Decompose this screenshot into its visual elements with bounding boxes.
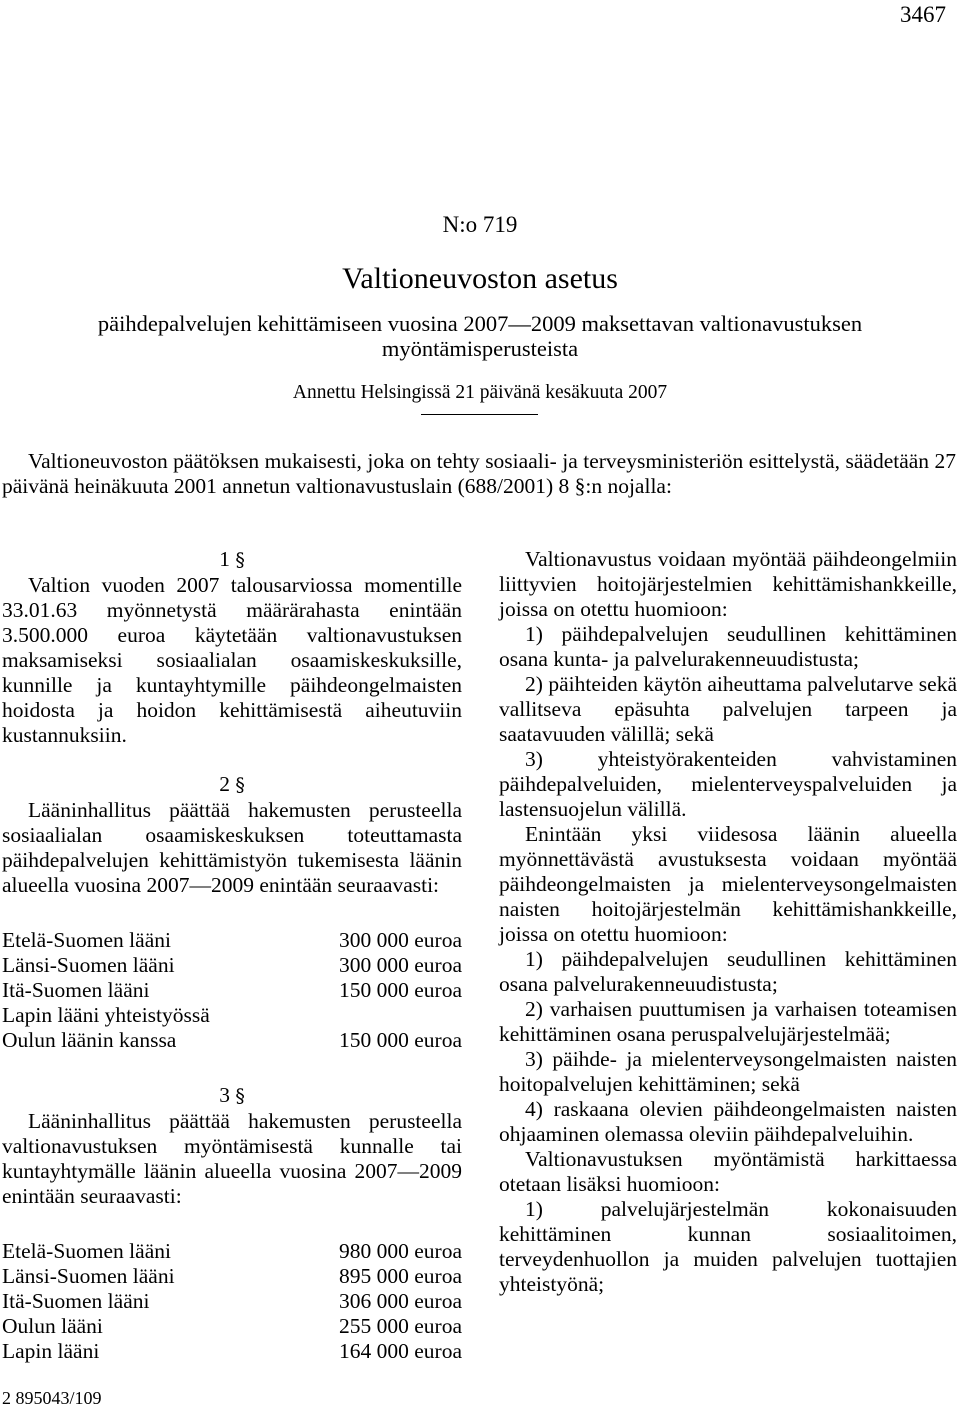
region-name: Länsi-Suomen lääni: [2, 953, 175, 977]
region-name: Itä-Suomen lääni: [2, 978, 150, 1002]
section-3-heading: [2, 1083, 462, 1109]
list-item: 4) raskaana olevien päihdeongelmaisten naisten ohjaaminen olemassa oleviin päihdepalveluihin.: [499, 1097, 957, 1146]
amount: 164 000 euroa: [339, 1339, 462, 1363]
allocation-row: [2, 1339, 462, 1364]
page-title: Valtioneuvoston asetus: [342, 262, 618, 295]
amount: 150 000 euroa: [339, 1028, 462, 1052]
section-number: 3: [219, 1083, 230, 1107]
allocation-row: [2, 978, 462, 1003]
region-name: Etelä-Suomen lääni: [2, 1239, 171, 1263]
section-number: 2: [219, 772, 230, 796]
list-item: 1) päihdepalvelujen seudullinen kehittäminen osana palvelurakenneuudistusta;: [499, 947, 957, 996]
amount: 306 000 euroa: [339, 1289, 462, 1313]
allocation-row: [2, 1314, 462, 1339]
document-number: N:o 719: [442, 212, 518, 237]
list-item: 1) palvelujärjestelmän kokonaisuuden kehittäminen kunnan sosiaalitoimen, terveydenhuollon ja muiden palvelujen tuottajien yhteistyönä;: [499, 1197, 957, 1296]
amount: 300 000 euroa: [339, 953, 462, 977]
amount: 895 000 euroa: [339, 1264, 462, 1288]
list-item: 1) päihdepalvelujen seudullinen kehittäminen osana kunta- ja palvelurakenneuudistusta;: [499, 622, 957, 671]
right-column: [499, 547, 957, 1297]
issued-date-line: Annettu Helsingissä 21 päivänä kesäkuuta 2007: [292, 382, 668, 403]
region-name: Oulun läänin kanssa: [2, 1028, 177, 1052]
amount: 255 000 euroa: [339, 1314, 462, 1338]
allocation-row: [2, 1289, 462, 1314]
allocation-row: [2, 953, 462, 978]
heading-divider: [421, 414, 538, 415]
region-name: Etelä-Suomen lääni: [2, 928, 171, 952]
region-name: Lapin lääni yhteistyössä: [2, 1003, 210, 1027]
region-name: Oulun lääni: [2, 1314, 103, 1338]
allocation-row: [2, 1239, 462, 1264]
page-number: 3467: [900, 2, 946, 27]
list-item: 3) päihde- ja mielenterveysongelmaisten naisten hoitopalvelujen kehittäminen; sekä: [499, 1047, 957, 1096]
print-code: 2 895043/109: [2, 1388, 102, 1408]
region-name: Itä-Suomen lääni: [2, 1289, 150, 1313]
amount: 150 000 euroa: [339, 978, 462, 1002]
paragraph: Enintään yksi viidesosa läänin alueella myönnettävästä avustuksesta voidaan myöntää päihdeongelmaisten ja mielenterveysongelmaisten naisten hoitojärjestelmän kehittämishankkeille, joissa on otettu huomioon:: [499, 822, 957, 946]
amount: 300 000 euroa: [339, 928, 462, 952]
allocation-row: [2, 1264, 462, 1289]
section-number: 1: [219, 547, 230, 571]
section-1-heading: [2, 547, 462, 573]
page-subtitle: päihdepalvelujen kehittämiseen vuosina 2007—2009 maksettavan valtionavustuksen myöntämisperusteista: [97, 311, 863, 361]
allocation-row: [2, 928, 462, 953]
section-3-text: Lääninhallitus päättää hakemusten perusteella valtionavustuksen myöntämisestä kunnalle tai kuntayhtymälle läänin alueella vuosina 2007—2009 enintään seuraavasti:: [2, 1109, 462, 1208]
paragraph: Valtionavustus voidaan myöntää päihdeongelmiin liittyvien hoitojärjestelmien kehittämishankkeille, joissa on otettu huomioon:: [499, 547, 957, 621]
section-2-heading: [2, 772, 462, 798]
allocation-row: [2, 1003, 462, 1028]
list-item: 3) yhteistyörakenteiden vahvistaminen päihdepalveluiden, mielenterveyspalveluiden ja lastensuojelun välillä.: [499, 747, 957, 821]
left-column: [2, 547, 462, 1364]
amount: 980 000 euroa: [339, 1239, 462, 1263]
section-1-text: Valtion vuoden 2007 talousarviossa momentille 33.01.63 myönnetystä määrärahasta enintään 3.500.000 euroa käytetään valtionavustuksen maksamiseksi sosiaalialan osaamiskeskuksille, kunnille ja kuntayhtymille päihdeongelmaisten hoidosta ja hoidon kehittämisestä aiheutuviin kustannuksiin.: [2, 573, 462, 747]
section-3-allocation-table: [2, 1239, 462, 1364]
allocation-row: [2, 1028, 462, 1053]
region-name: Lapin lääni: [2, 1339, 100, 1363]
section-sign: §: [235, 549, 245, 571]
section-sign: §: [235, 1085, 245, 1107]
section-2-allocation-table: [2, 928, 462, 1053]
region-name: Länsi-Suomen lääni: [2, 1264, 175, 1288]
preamble: Valtioneuvoston päätöksen mukaisesti, joka on tehty sosiaali- ja terveysministeriön esittelystä, säädetään 27 päivänä heinäkuuta 2001 annetun valtionavustuslain (688/2001) 8 §:n nojalla:: [2, 449, 956, 498]
list-item: 2) varhaisen puuttumisen ja varhaisen toteamisen kehittäminen osana peruspalvelujärjestelmää;: [499, 997, 957, 1046]
paragraph: Valtionavustuksen myöntämistä harkittaessa otetaan lisäksi huomioon:: [499, 1147, 957, 1196]
section-2-text: Lääninhallitus päättää hakemusten perusteella sosiaalialan osaamiskeskuksen toteuttamasta päihdepalvelujen kehittämistyön tukemisesta läänin alueella vuosina 2007—2009 enintään seuraavasti:: [2, 798, 462, 897]
section-sign: §: [235, 774, 245, 796]
list-item: 2) päihteiden käytön aiheuttama palvelutarve sekä vallitseva epäsuhta palvelujen tarpeen ja saatavuuden välillä; sekä: [499, 672, 957, 746]
